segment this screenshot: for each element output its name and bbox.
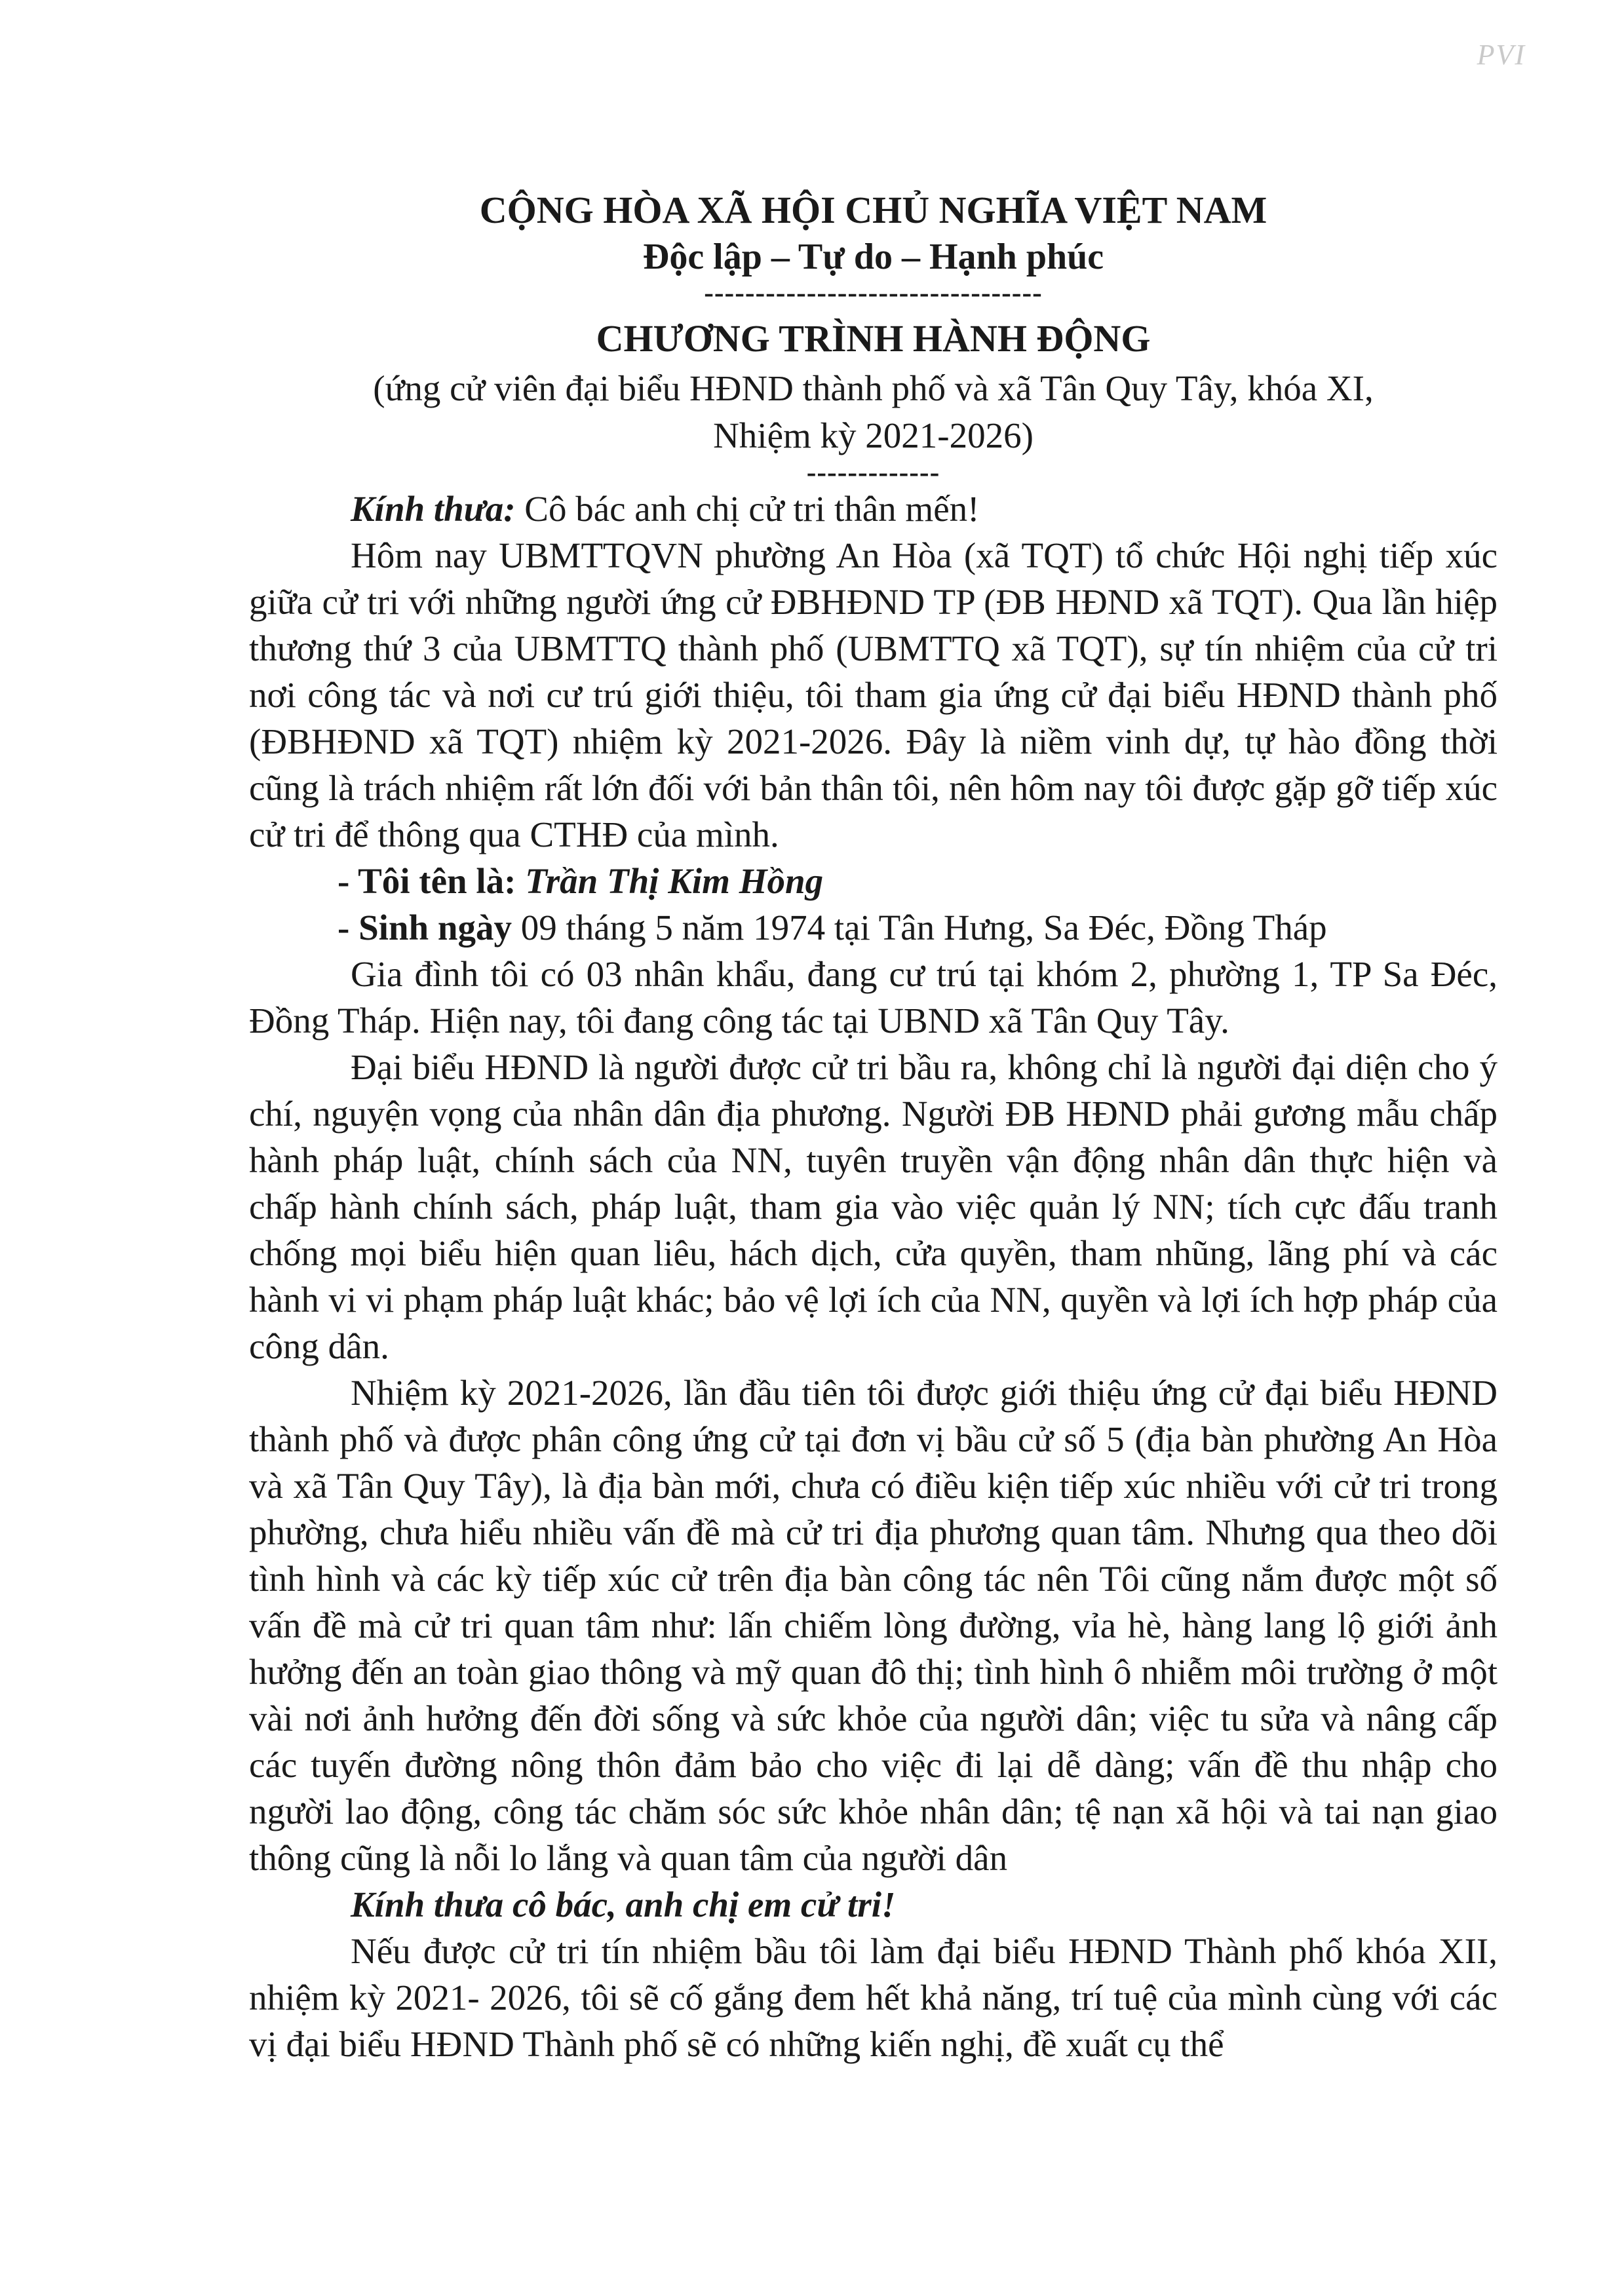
page-corner-mark: PVI [1477,39,1526,71]
document-subtitle-line1: (ứng cử viên đại biểu HĐND thành phố và xã Tân Quy Tây, khóa XI, [373,368,1374,408]
birth-label: - Sinh ngày [338,908,512,947]
name-line [249,858,1498,904]
greeting-label: Kính thưa: [351,489,516,529]
greeting-text: Cô bác anh chị cử tri thân mến! [515,489,980,529]
country-header: CỘNG HÒA XÃ HỘI CHỦ NGHĨA VIỆT NAM [479,189,1267,231]
birth-line [249,904,1498,951]
greeting [249,486,1498,532]
intro-paragraph: Hôm nay UBMTTQVN phường An Hòa (xã TQT) tổ chức Hội nghị tiếp xúc giữa cử tri với những người ứng cử ĐBHĐND TP (ĐB HĐND xã TQT). Qua lần hiệp thương thứ 3 của UBMTTQ thành phố (UBMTTQ xã TQT), sự tín nhiệm của cử tri nơi công tác và nơi cư trú giới thiệu, tôi tham gia ứng cử đại biểu HĐND thành phố (ĐBHĐND xã TQT) nhiệm kỳ 2021-2026. Đây là niềm vinh dự, tự hào đồng thời cũng là trách nhiệm rất lớn đối với bản thân tôi, nên hôm nay tôi được gặp gỡ tiếp xúc cử tri để thông qua CTHĐ của mình. [249,535,1498,854]
role-paragraph: Đại biểu HĐND là người được cử tri bầu ra, không chỉ là người đại diện cho ý chí, nguyện vọng của nhân dân địa phương. Người ĐB HĐND phải gương mẫu chấp hành pháp luật, chính sách của NN, tuyên truyền vận động nhân dân thực hiện và chấp hành chính sách, pháp luật, tham gia vào việc quản lý NN; tích cực đấu tranh chống mọi biểu hiện quan liêu, hách dịch, cửa quyền, tham nhũng, lãng phí và các hành vi vi phạm pháp luật khác; bảo vệ lợi ích của NN, quyền và lợi ích hợp pháp của công dân. [249,1047,1498,1366]
title-divider: ------------- [806,456,940,488]
term-paragraph: Nhiệm kỳ 2021-2026, lần đầu tiên tôi được giới thiệu ứng cử đại biểu HĐND thành phố và được phân công ứng cử tại đơn vị bầu cử số 5 (địa bàn phường An Hòa và xã Tân Quy Tây), là địa bàn mới, chưa có điều kiện tiếp xúc nhiều với cử tri trong phường, chưa hiểu nhiều vấn đề mà cử tri địa phương quan tâm. Nhưng qua theo dõi tình hình và các kỳ tiếp xúc cử trên địa bàn công tác nên Tôi cũng nắm được một số vấn đề mà cử tri quan tâm như: lấn chiếm lòng đường, vỉa hè, hàng lang lộ giới ảnh hưởng đến an toàn giao thông và mỹ quan đô thị; tình hình ô nhiễm môi trường ở một vài nơi ảnh hưởng đến đời sống và sức khỏe của người dân; việc tu sửa và nâng cấp các tuyến đường nông thôn đảm bảo cho việc đi lại dễ dàng; vấn đề thu nhập cho người lao động, công tác chăm sóc sức khỏe nhân dân; tệ nạn xã hội và tai nạn giao thông cũng là nỗi lo lắng và quan tâm của người dân [249,1373,1498,1878]
pledge-paragraph: Nếu được cử tri tín nhiệm bầu tôi làm đại biểu HĐND Thành phố khóa XII, nhiệm kỳ 2021- 2026, tôi sẽ cố gắng đem hết khả năng, trí tuệ của mình cùng với các vị đại biểu HĐND Thành phố sẽ có những kiến nghị, đề xuất cụ thể [249,1931,1498,2064]
document-subtitle-line2: Nhiệm kỳ 2021-2026) [713,415,1034,455]
national-motto: Độc lập – Tự do – Hạnh phúc [642,237,1104,277]
document-content [249,187,1498,2067]
birth-value: 09 tháng 5 năm 1974 tại Tân Hưng, Sa Đéc, Đồng Tháp [511,908,1327,947]
voter-address: Kính thưa cô bác, anh chị em cử tri! [351,1885,896,1924]
document-title: CHƯƠNG TRÌNH HÀNH ĐỘNG [596,317,1151,360]
candidate-name: Trần Thị Kim Hồng [525,861,824,901]
name-label: - Tôi tên là: [338,861,526,901]
header-divider: --------------------------------- [704,277,1043,309]
family-paragraph: Gia đình tôi có 03 nhân khẩu, đang cư trú tại khóm 2, phường 1, TP Sa Đéc, Đồng Tháp. Hiện nay, tôi đang công tác tại UBND xã Tân Quy Tây. [249,954,1498,1041]
